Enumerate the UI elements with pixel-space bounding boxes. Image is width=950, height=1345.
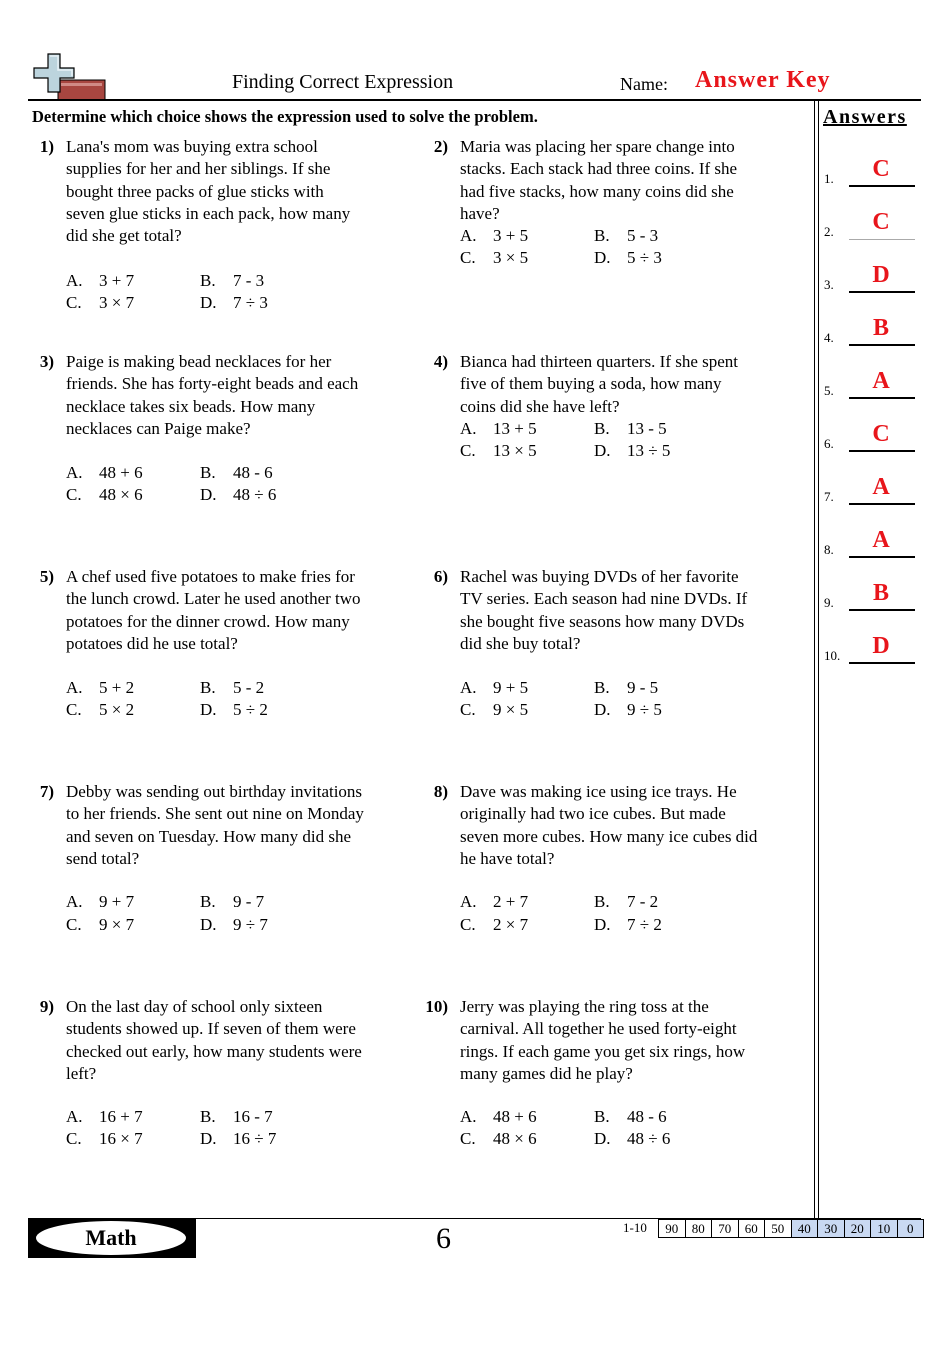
option-a	[460, 225, 528, 247]
option-value: 3 + 7	[99, 271, 135, 290]
option-value: 7 ÷ 2	[627, 915, 662, 934]
answer-row	[824, 571, 916, 611]
math-subject-badge	[28, 1218, 196, 1258]
answers-title: Answers	[823, 106, 907, 128]
score-cell: 70	[712, 1219, 739, 1238]
answer-row	[824, 253, 916, 293]
option-label: D.	[200, 1129, 217, 1148]
answer-number: 8.	[824, 542, 834, 557]
option-label: B.	[594, 1107, 610, 1126]
question-text: On the last day of school only sixteen students showed up. If seven of them were checked out early, how many students were left?	[66, 997, 362, 1083]
option-label: A.	[460, 892, 477, 911]
answer-number: 9.	[824, 595, 834, 610]
answer-number: 2.	[824, 224, 834, 239]
option-value: 2 × 7	[493, 915, 529, 934]
option-label: B.	[594, 678, 610, 697]
option-b	[594, 225, 658, 247]
answer-letter: C	[872, 156, 890, 182]
question-number: 8)	[433, 782, 448, 801]
option-a	[460, 891, 528, 913]
option-c	[460, 699, 528, 721]
answer-number: 1.	[824, 171, 834, 186]
answer-line	[849, 556, 915, 558]
option-label: C.	[460, 915, 476, 934]
option-value: 48 + 6	[99, 463, 143, 482]
answer-letter: A	[872, 368, 890, 394]
answer-row	[824, 147, 916, 187]
answer-line	[849, 185, 915, 187]
score-cell: 50	[765, 1219, 792, 1238]
answer-letter: B	[872, 315, 889, 341]
option-label: A.	[460, 226, 477, 245]
option-label: C.	[66, 485, 82, 504]
option-a	[66, 677, 134, 699]
option-value: 5 ÷ 3	[627, 248, 662, 267]
option-value: 16 ÷ 7	[233, 1129, 277, 1148]
option-value: 48 + 6	[493, 1107, 537, 1126]
question-text: Bianca had thirteen quarters. If she spent five of them buying a soda, how many coins did she have left?	[460, 352, 739, 416]
option-d	[594, 1128, 670, 1150]
score-table	[658, 1219, 924, 1238]
question-number: 7)	[39, 782, 54, 801]
option-value: 48 - 6	[627, 1107, 667, 1126]
score-cell: 90	[658, 1219, 686, 1238]
answer-letter: D	[872, 262, 890, 288]
answer-row	[824, 518, 916, 558]
option-b	[200, 1106, 273, 1128]
option-a	[66, 891, 134, 913]
option-label: D.	[594, 1129, 611, 1148]
option-c	[66, 914, 134, 936]
option-value: 9 × 7	[99, 915, 135, 934]
option-label: C.	[460, 441, 476, 460]
answer-row	[824, 465, 916, 505]
option-a	[460, 1106, 537, 1128]
option-label: B.	[200, 678, 216, 697]
option-value: 5 + 2	[99, 678, 135, 697]
name-label: Name:	[620, 74, 668, 94]
option-b	[594, 677, 658, 699]
answer-line	[849, 450, 915, 452]
option-label: C.	[66, 293, 82, 312]
score-cell: 20	[845, 1219, 872, 1238]
answer-column-divider	[814, 101, 815, 1219]
answer-line	[849, 344, 915, 346]
option-value: 5 - 3	[627, 226, 659, 245]
answer-number: 3.	[824, 277, 834, 292]
option-value: 3 × 5	[493, 248, 529, 267]
question-number: 9)	[39, 997, 54, 1016]
question-number: 3)	[39, 352, 54, 371]
answer-key-label: Answer Key	[695, 67, 831, 93]
option-value: 5 ÷ 2	[233, 700, 268, 719]
option-a	[66, 270, 134, 292]
option-b	[200, 462, 273, 484]
option-label: B.	[594, 892, 610, 911]
option-label: B.	[200, 1107, 216, 1126]
option-label: D.	[594, 915, 611, 934]
option-c	[460, 914, 528, 936]
answer-row	[824, 306, 916, 346]
option-a	[460, 677, 528, 699]
option-value: 13 + 5	[493, 419, 537, 438]
option-d	[594, 914, 662, 936]
question-text: Rachel was buying DVDs of her favorite TV series. Each season had nine DVDs. If she bought five seasons how many DVDs did she buy total?	[460, 567, 748, 653]
option-value: 13 × 5	[493, 441, 537, 460]
option-value: 9 - 5	[627, 678, 659, 697]
question-text: Maria was placing her spare change into stacks. Each stack had three coins. If she had five stacks, how many coins did she have?	[460, 137, 738, 223]
option-label: C.	[66, 1129, 82, 1148]
option-label: A.	[66, 678, 83, 697]
answer-number: 6.	[824, 436, 834, 451]
option-label: B.	[594, 419, 610, 438]
option-d	[594, 440, 670, 462]
answer-row	[824, 200, 916, 240]
option-label: C.	[460, 700, 476, 719]
option-value: 48 - 6	[233, 463, 273, 482]
question-text: Dave was making ice using ice trays. He originally had two ice cubes. But made seven more cubes. How many ice cubes did he have total?	[460, 782, 758, 868]
option-a	[460, 418, 537, 440]
header-divider	[28, 99, 921, 101]
option-d	[200, 699, 268, 721]
option-label: A.	[66, 892, 83, 911]
option-label: B.	[594, 226, 610, 245]
option-c	[460, 1128, 537, 1150]
question-number: 2)	[433, 137, 448, 156]
option-label: B.	[200, 892, 216, 911]
question-number: 1)	[39, 137, 54, 156]
option-a	[66, 462, 143, 484]
option-b	[200, 270, 264, 292]
question-number: 5)	[39, 567, 54, 586]
option-value: 3 × 7	[99, 293, 135, 312]
score-cell: 30	[818, 1219, 845, 1238]
option-b	[200, 677, 264, 699]
option-label: A.	[66, 271, 83, 290]
answer-number: 10.	[824, 648, 841, 663]
answer-row	[824, 412, 916, 452]
option-value: 9 - 7	[233, 892, 265, 911]
option-c	[66, 1128, 143, 1150]
option-value: 16 + 7	[99, 1107, 143, 1126]
answer-row	[824, 359, 916, 399]
option-d	[594, 699, 662, 721]
option-value: 9 × 5	[493, 700, 529, 719]
option-value: 7 - 2	[627, 892, 659, 911]
question-text: A chef used five potatoes to make fries for the lunch crowd. Later he used another two potatoes for the dinner crowd. How many potatoes did he use total?	[66, 567, 361, 653]
score-cell: 0	[898, 1219, 925, 1238]
answer-letter: C	[872, 209, 890, 235]
option-value: 48 × 6	[99, 485, 143, 504]
option-value: 13 - 5	[627, 419, 667, 438]
option-a	[66, 1106, 143, 1128]
option-label: C.	[66, 915, 82, 934]
option-label: A.	[460, 678, 477, 697]
option-value: 7 - 3	[233, 271, 265, 290]
score-range-label: 1-10	[623, 1220, 647, 1235]
option-label: D.	[200, 700, 217, 719]
option-c	[66, 292, 134, 314]
question-number: 10)	[425, 997, 448, 1016]
option-d	[200, 292, 268, 314]
option-label: A.	[66, 1107, 83, 1126]
option-label: D.	[200, 485, 217, 504]
answer-line	[849, 239, 915, 240]
option-label: C.	[460, 1129, 476, 1148]
option-label: D.	[200, 915, 217, 934]
option-d	[200, 1128, 276, 1150]
option-c	[460, 440, 537, 462]
answer-row	[824, 624, 916, 664]
option-value: 9 ÷ 5	[627, 700, 662, 719]
option-c	[66, 484, 143, 506]
answer-letter: B	[872, 580, 889, 606]
question-number: 4)	[433, 352, 448, 371]
question-text: Debby was sending out birthday invitations to her friends. She sent out nine on Monday and seven on Tuesday. How many did she send total?	[66, 782, 364, 868]
answer-column-divider	[818, 101, 819, 1219]
score-cell: 60	[739, 1219, 766, 1238]
option-value: 9 ÷ 7	[233, 915, 268, 934]
option-label: C.	[66, 700, 82, 719]
option-label: D.	[200, 293, 217, 312]
option-label: B.	[200, 271, 216, 290]
option-label: D.	[594, 441, 611, 460]
question-text: Lana's mom was buying extra school supplies for her and her siblings. If she bought three packs of glue sticks with seven glue sticks in each pack, how many did she get total?	[66, 137, 351, 246]
option-d	[200, 484, 276, 506]
answer-number: 5.	[824, 383, 834, 398]
answer-letter: A	[872, 527, 890, 553]
page-number: 6	[436, 1222, 451, 1255]
option-label: A.	[460, 1107, 477, 1126]
answer-line	[849, 397, 915, 399]
option-value: 16 × 7	[99, 1129, 143, 1148]
option-value: 13 ÷ 5	[627, 441, 671, 460]
instructions: Determine which choice shows the expression used to solve the problem.	[32, 107, 538, 126]
answer-line	[849, 662, 915, 664]
question-text: Jerry was playing the ring toss at the carnival. All together he used forty-eight rings. If each game you get six rings, how many games did he play?	[460, 997, 746, 1083]
option-value: 48 ÷ 6	[233, 485, 277, 504]
answer-letter: C	[872, 421, 890, 447]
answer-number: 4.	[824, 330, 834, 345]
option-label: D.	[594, 248, 611, 267]
question-text: Paige is making bead necklaces for her friends. She has forty-eight beads and each necklace takes six beads. How many necklaces can Paige make?	[66, 352, 359, 438]
option-c	[460, 247, 528, 269]
answer-letter: D	[872, 633, 890, 659]
option-label: C.	[460, 248, 476, 267]
page-title: Finding Correct Expression	[232, 71, 454, 93]
subject-label: Math	[85, 1225, 137, 1250]
answer-letter: A	[872, 474, 890, 500]
option-value: 5 × 2	[99, 700, 135, 719]
answer-number: 7.	[824, 489, 834, 504]
score-cell: 10	[871, 1219, 898, 1238]
option-value: 7 ÷ 3	[233, 293, 268, 312]
option-value: 2 + 7	[493, 892, 529, 911]
option-label: D.	[594, 700, 611, 719]
answer-line	[849, 291, 915, 293]
math-plus-logo-icon	[28, 52, 108, 102]
option-b	[594, 418, 667, 440]
score-cell: 80	[686, 1219, 713, 1238]
answer-line	[849, 503, 915, 505]
option-b	[594, 1106, 667, 1128]
option-value: 9 + 7	[99, 892, 135, 911]
option-d	[200, 914, 268, 936]
option-d	[594, 247, 662, 269]
question-number: 6)	[433, 567, 448, 586]
option-value: 48 ÷ 6	[627, 1129, 671, 1148]
option-value: 9 + 5	[493, 678, 529, 697]
option-value: 16 - 7	[233, 1107, 273, 1126]
answer-line	[849, 609, 915, 611]
option-value: 48 × 6	[493, 1129, 537, 1148]
score-cell: 40	[792, 1219, 819, 1238]
option-value: 5 - 2	[233, 678, 265, 697]
option-label: A.	[460, 419, 477, 438]
option-b	[594, 891, 658, 913]
option-label: A.	[66, 463, 83, 482]
option-c	[66, 699, 134, 721]
option-label: B.	[200, 463, 216, 482]
option-value: 3 + 5	[493, 226, 529, 245]
option-b	[200, 891, 264, 913]
